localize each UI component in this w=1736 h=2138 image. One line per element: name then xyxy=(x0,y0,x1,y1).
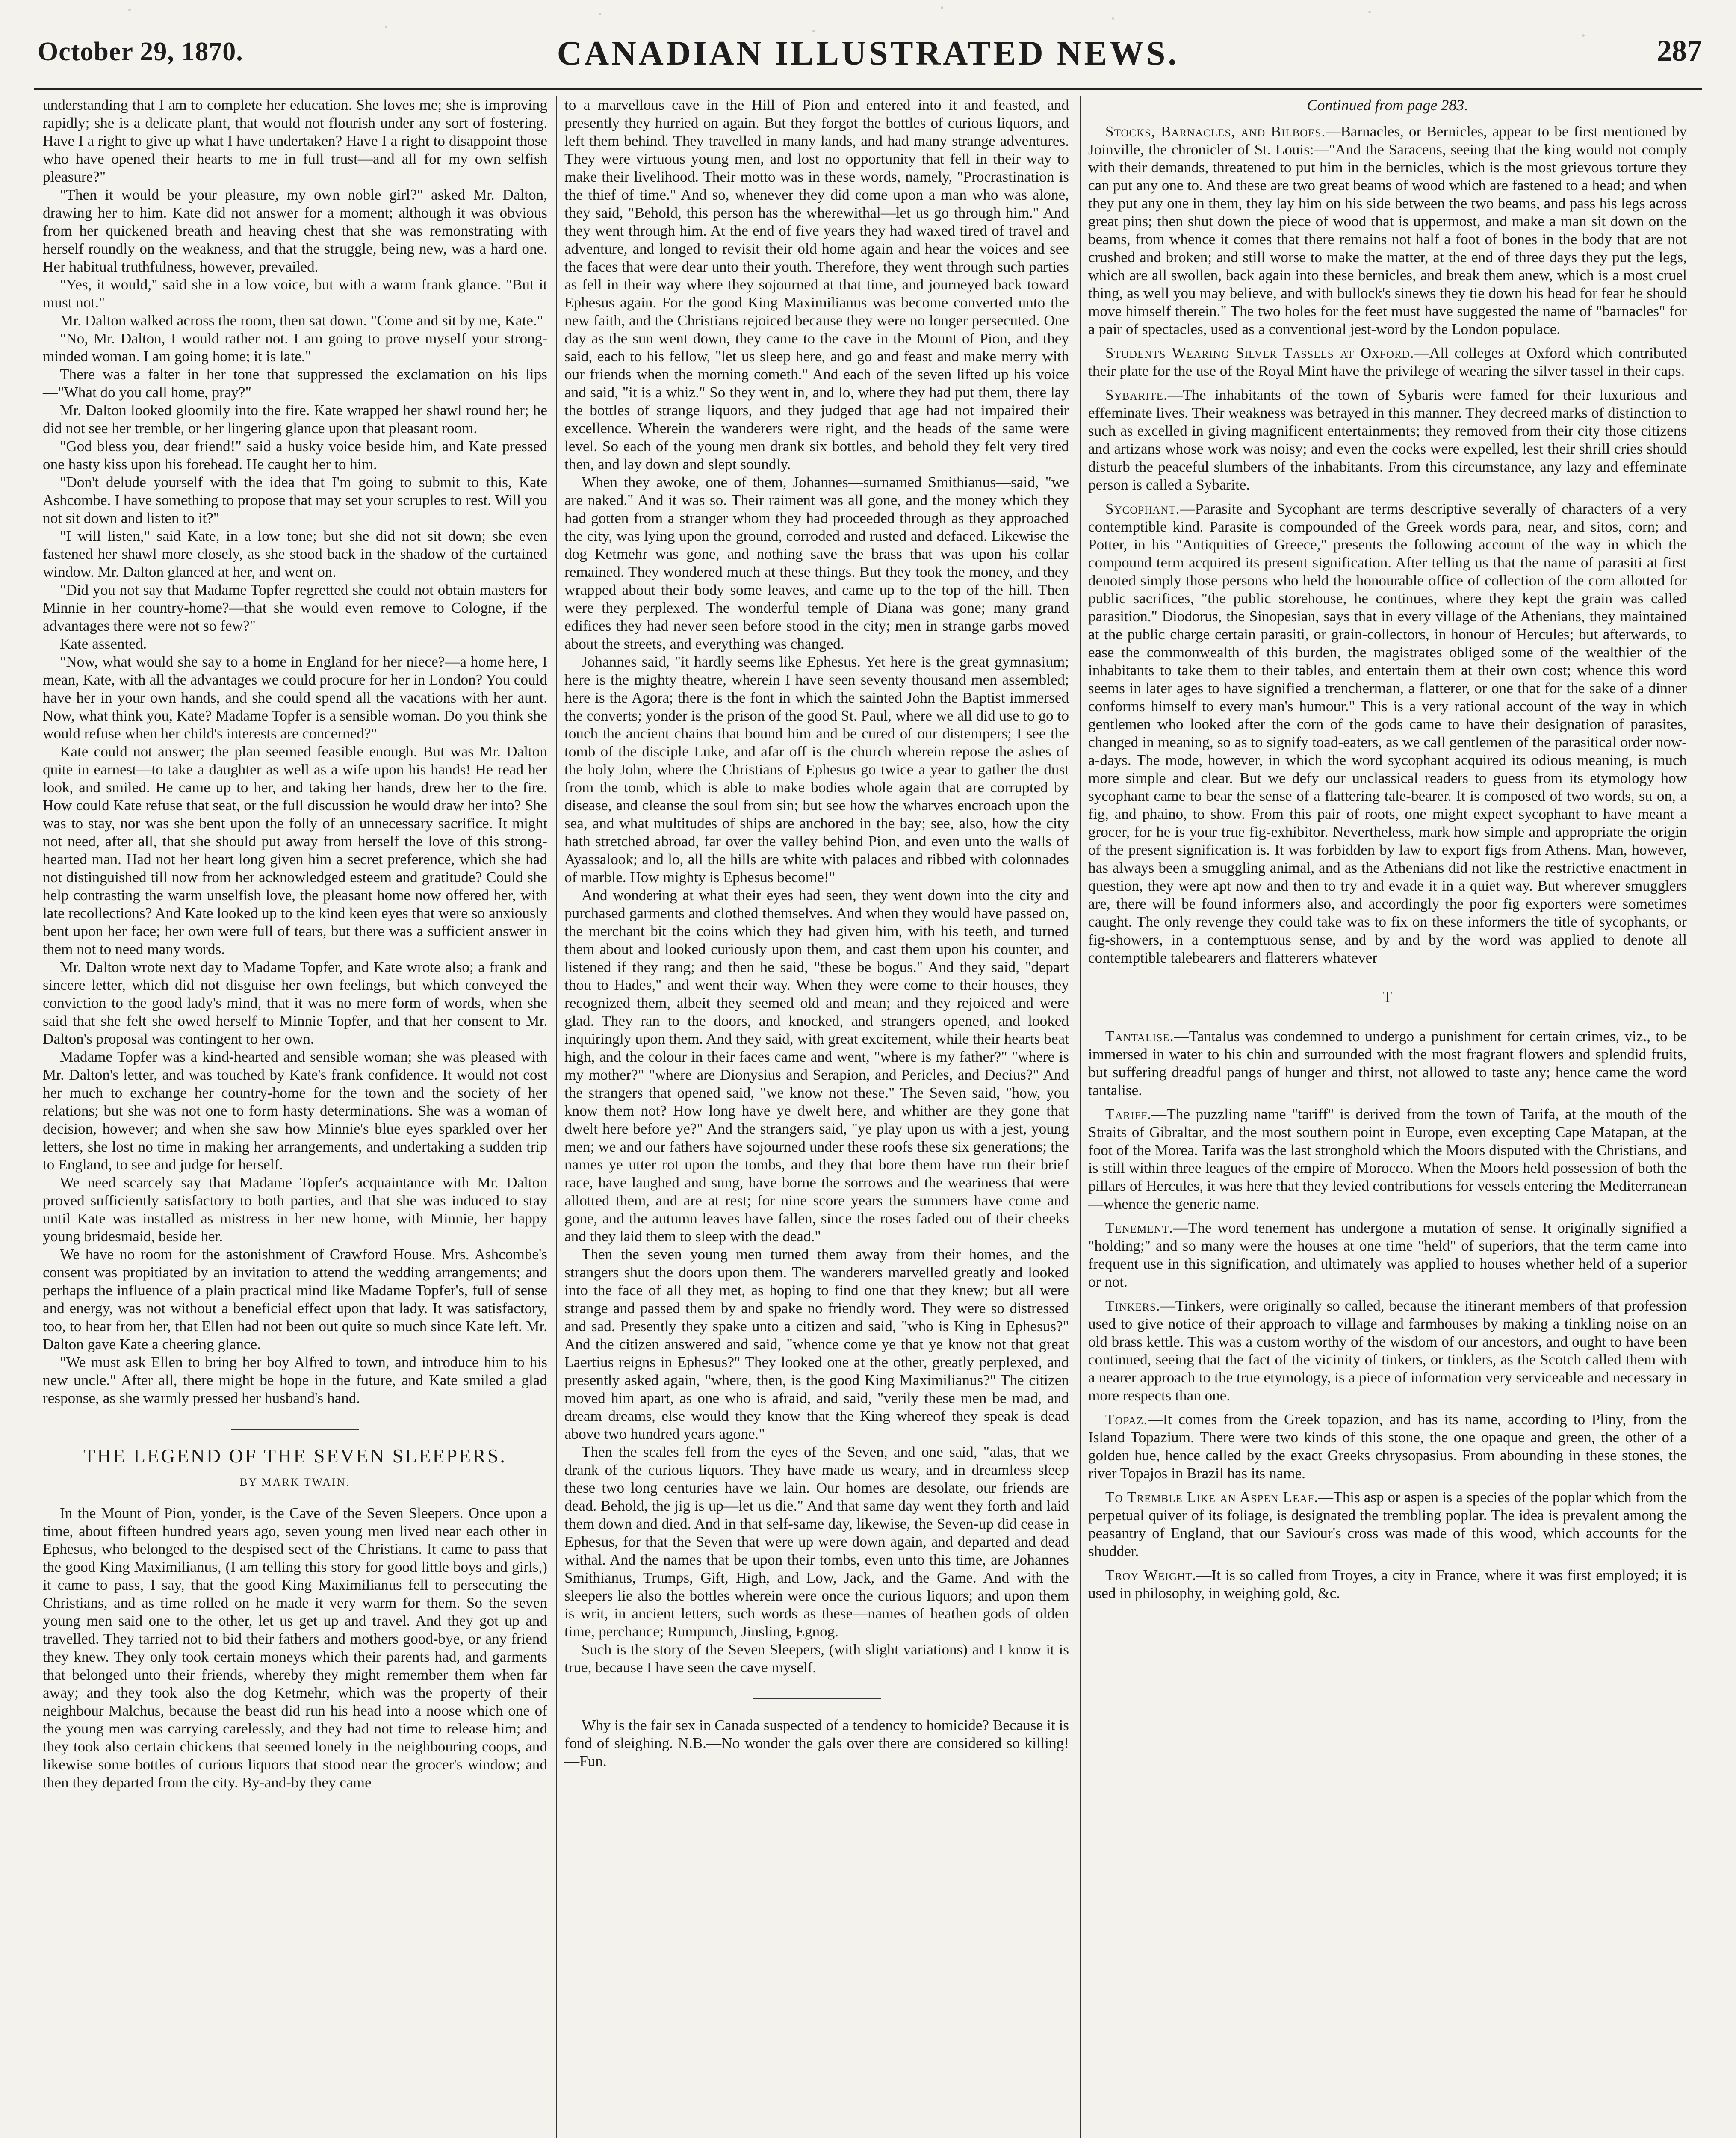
continued-note: Continued from page 283. xyxy=(1307,97,1468,114)
paragraph: Such is the story of the Seven Sleepers, (with slight variations) and I know it is true, because I have seen the cave myself. xyxy=(564,1641,1069,1676)
paragraph: "Did you not say that Madame Topfer regretted she could not obtain masters for Minnie in her country-home?—that she would even remove to Cologne, if the advantages there were not so few?" xyxy=(43,582,547,634)
paragraph: "Then it would be your pleasure, my own noble girl?" asked Mr. Dalton, drawing her to him. Kate did not answer for a moment; although it was obvious from her quickened breath and heaving chest that she was remonstrating with herself roundly on the weakness, and that the struggle, being new, was a hard one. Her habitual truthfulness, however, prevailed. xyxy=(43,186,547,275)
paragraph: "Yes, it would," said she in a low voice, but with a warm frank glance. "But it must not." xyxy=(43,276,547,311)
newspaper-title: CANADIAN ILLUSTRATED NEWS. xyxy=(557,35,1179,72)
paper-speck xyxy=(599,13,601,15)
paragraph: "I will listen," said Kate, in a low tone; but she did not sit down; she even fastened her shawl more closely, as she stood back in the shadow of the curtained window. Mr. Dalton glanced at her, and went on. xyxy=(43,528,547,580)
paragraph: We need scarcely say that Madame Topfer's acquaintance with Mr. Dalton proved sufficiently satisfactory to both parties, and that she was induced to stay until Kate was installed as mistress in her new home, with Minnie, her happy young bridesmaid, beside her. xyxy=(43,1174,547,1245)
paragraph: to a marvellous cave in the Hill of Pion and entered into it and feasted, and presently they hurried on again. But they forgot the bottles of curious liquors, and left them behind. They travelled in many lands, and had many strange adventures. They were virtuous young men, and lost no opportunity that fell in their way to make their livelihood. Their motto was in these words, namely, "Procrastination is the thief of time." And so, whenever they did come upon a man who was alone, they said, "Behold, this person has the wherewithal—let us go through him." And they went through him. At the end of five years they had waxed tired of travel and adventure, and longed to revisit their old home again and hear the voices and see the faces that were dear unto their youth. Therefore, they went through such parties as fell in their way where they sojourned at that time, and journeyed back toward Ephesus again. For the good King Maximilianus was become converted unto the new faith, and the Christians rejoiced because they were no longer persecuted. One day as the sun went down, they came to the cave in the Mount of Pion, and they said, each to his fellow, "let us sleep here, and go and feast and make merry with our friends when the morning cometh." And each of the seven lifted up his voice and said, "it is a whiz." So they went in, and lo, where they had put them, there lay the bottles of strange liquors, and they judged that age had not impaired their excellence. Wherein the wanderers were right, and the heads of the same were level. So each of the young men drank six bottles, and behold they felt very tired then, and lay down and slept soundly. xyxy=(564,97,1069,472)
entry-text: —Tantalus was condemned to undergo a punishment for certain crimes, viz., to be immersed in water to his chin and surrounded with the most fragrant flowers and splendid fruits, but suffering dreadful pangs of hunger and thirst, not allowed to taste any; hence came the word tantalise. xyxy=(1088,1028,1687,1099)
entry xyxy=(1088,500,1687,967)
column-divider xyxy=(556,96,557,2138)
entry xyxy=(1088,1028,1687,1099)
fun-paragraph: Why is the fair sex in Canada suspected of a tendency to homicide? Because it is fond of sleighing. N.B.—No wonder the gals over there are considered so killing!—Fun. xyxy=(564,1717,1069,1769)
paragraph: Mr. Dalton walked across the room, then sat down. "Come and sit by me, Kate." xyxy=(60,312,543,329)
legend-title: THE LEGEND OF THE SEVEN SLEEPERS. xyxy=(83,1445,507,1467)
entry-heading: Students Wearing Silver Tassels at Oxford. xyxy=(1105,345,1414,361)
paper-speck xyxy=(1112,17,1114,20)
entry xyxy=(1088,1219,1687,1291)
column-2 xyxy=(564,96,1069,1770)
entry xyxy=(1088,1488,1687,1560)
entry-heading: Topaz. xyxy=(1105,1411,1148,1428)
entry-heading: Tantalise. xyxy=(1105,1028,1174,1045)
entry-text: —Tinkers, were originally so called, because the itinerant members of that profession used to give notice of their approach to village and farmhouses by making a tinkling noise on an old brass kettle. This was a custom worthy of the wisdom of our ancestors, and ought to have been continued, seeing that the fact of the vicinity of tinkers, or tinklers, as the Scotch called them with a nearer approach to the true etymology, is a piece of information very serviceable and necessary in more respects than one. xyxy=(1088,1297,1687,1404)
entry xyxy=(1088,386,1687,494)
entry-heading: Sybarite. xyxy=(1105,387,1168,403)
section-rule xyxy=(753,1698,881,1699)
paragraph: We have no room for the astonishment of Crawford House. Mrs. Ashcombe's consent was propitiated by an invitation to attend the wedding arrangements; and perhaps the influence of a plain practical mind like Madame Topfer's, full of sense and energy, was not without a beneficial effect upon that lady. It was satisfactory, too, to hear from her, that Ellen had not been out quite so much since Kate left. Mr. Dalton gave Kate a cheering glance. xyxy=(43,1246,547,1352)
entry-text: —It comes from the Greek topazion, and has its name, according to Pliny, from the Island Topazium. There were two kinds of this stone, the one opaque and green, the other of a golden hue, hence called by the exact Greeks chrysopasius. From abounding in these stones, the river Topajos in Brazil has its name. xyxy=(1088,1411,1687,1482)
paper-speck xyxy=(214,47,216,50)
paragraph: When they awoke, one of them, Johannes—surnamed Smithianus—said, "we are naked." And it was so. Their raiment was all gone, and the money which they had gotten from a stranger whom they had proceeded through as they approached the city, was lying upon the ground, corroded and rusted and defaced. Likewise the dog Ketmehr was gone, and nothing save the brass that was upon his collar remained. They wondered much at these things. But they took the money, and they wrapped about their body some leaves, and came up to the top of the hill. Then were they perplexed. The wonderful temple of Diana was gone; many grand edifices they had never seen before stood in the city; men in strange garbs moved about the streets, and everything was changed. xyxy=(564,474,1069,652)
entry-text: —Barnacles, or Bernicles, appear to be first mentioned by Joinville, the chronicler of St. Louis:—"And the Saracens, seeing that the king would not comply with their demands, threatened to put him in the bernicles, which is the most grievous torture they can put any one to. And these are two great beams of wood which are fastened to a head; and when they put any one in them, they lay him on his side between the two beams, and pass his legs across great pins; then shut down the piece of wood that is uppermost, and make a man sit down on the beams, from whence it comes that there remains not half a foot of bones in the body that are not crushed and broken; and still worse to make the matter, at the end of three days they put the legs, which are all swollen, back again into these bernicles, and break them anew, which is a most cruel thing, as well you may believe, and with bullock's sinews they tie down his head for fear he should move himself therein." The two holes for the feet must have suggested the name of "barnacles" for a pair of spectacles, used as a conventional jest-word by the London populace. xyxy=(1088,123,1687,337)
paper-speck xyxy=(128,9,131,11)
paragraph: "God bless you, dear friend!" said a husky voice beside him, and Kate pressed one hasty kiss upon his forehead. He caught her to him. xyxy=(43,438,547,472)
entry-text: —Parasite and Sycophant are terms descriptive severally of characters of a very contemptible kind. Parasite is compounded of the Greek words para, near, and sitos, corn; and Potter, in his "Antiquities of Greece," presents the following account of the way in which the compound term acquired its present signification. After telling us that the name of parasiti at first denoted simply those persons who held the honourable office of collection of the corn allotted for public sacrifices, "the public storehouse, he continues, where they kept the grain was called parasition." Diodorus, the Sinopesian, says that in every village of the Athenians, they maintained at the public charge certain parasiti, or grain-collectors, in honour of Hercules; but afterwards, to ease the commonwealth of this burden, the magistrates obliged some of the wealthier of the inhabitants to take them to their tables, and entertain them at their own cost; whence this word seems in later ages to have signified a trencherman, a flatterer, or one that for the sake of a dinner conforms himself to every man's humour." This is a very rational account of the way in which gentlemen who looked after the corn of the gods came to have their designation of parasites, changed in meaning, so as to signify toad-eaters, as we call gentlemen of the parasitical order now-a-days. The mode, however, in which the word sycophant acquired its odious meaning, is much more simple and clear. But we defy our unclassical readers to guess from its etymology how sycophant came to bear the sense of a flattering tale-bearer. It is composed of two words, su on, a fig, and phaino, to show. From this pair of roots, one might expect sycophant to have meant a grocer, for he is your true fig-exhibitor. Nevertheless, mark how simple and appropriate the origin of the present signification is. It was forbidden by law to export figs from Athens. Man, however, has always been a smuggling animal, and as the Athenians did not like the restrictive enactment in question, they were apt now and then to try and evade it in a quiet way. But wherever smugglers are, there will be found informers also, and accordingly the poor fig exporters were sometimes caught. The only revenge they could take was to fix on these informers the title of sycophants, or fig-showers, in a contemptuous sense, and by and by the word was applied to denote all contemptible talebearers and flatterers whatever xyxy=(1088,500,1687,966)
paragraph: Kate assented. xyxy=(60,635,147,652)
section-letter: T xyxy=(1382,988,1393,1006)
entry-text: —The puzzling name "tariff" is derived from the town of Tarifa, at the mouth of the Straits of Gibraltar, and the most southern point in Europe, even excepting Cape Matapan, at the foot of the Morea. Tarifa was the last stronghold which the Moors disputed with the Christians, and is still within three leagues of the empire of Morocco. When the Moors held possession of both the pillars of Hercules, it was here that they levied contributions for vessels entering the Mediterranean—whence the generic name. xyxy=(1088,1106,1687,1212)
entry xyxy=(1088,988,1687,1006)
entry-heading: Sycophant. xyxy=(1105,500,1180,517)
paragraph: understanding that I am to complete her education. She loves me; she is improving rapidly; she is a delicate plant, that would not flourish under any sort of fostering. Have I a right to give up what I have undertaken? Have I a right to disappoint those who have opened their hearts to me in full trust—and all for my own selfish pleasure?" xyxy=(43,97,547,185)
entry-text: —This asp or aspen is a species of the poplar which from the perpetual quiver of its foliage, is designated the trembling poplar. The idea is prevalent among the peasantry of England, that our Saviour's cross was made of this wood, which accounts for the shudder. xyxy=(1088,1489,1687,1559)
paper-speck xyxy=(1668,51,1670,54)
paper-speck xyxy=(1368,11,1371,13)
entry-heading: Stocks, Barnacles, and Bilboes. xyxy=(1105,123,1326,140)
paragraph: Johannes said, "it hardly seems like Ephesus. Yet here is the great gymnasium; here is the mighty theatre, wherein I have seen seventy thousand men assembled; here is the Agora; there is the font in which the sainted John the Baptist immersed the converts; yonder is the prison of the good St. Paul, where we all did use to go to touch the ancient chains that bound him and be cured of our distempers; I see the tomb of the disciple Luke, and afar off is the church wherein repose the ashes of the holy John, where the Christians of Ephesus go twice a year to gather the dust from the tomb, which is able to make bodies whole again that are corrupted by disease, and cleanse the soul from sin; but see how the wharves encroach upon the sea, and what multitudes of ships are anchored in the bay; see, also, how the city hath stretched abroad, far over the valley behind Pion, and even unto the walls of Ayassalook; and lo, all the hills are white with palaces and ribbed with colonnades of marble. How mighty is Ephesus become!" xyxy=(564,653,1069,886)
entry-heading: Troy Weight. xyxy=(1105,1567,1197,1583)
paragraph: And wondering at what their eyes had seen, they went down into the city and purchased garments and clothed themselves. And when they would have passed on, the merchant bit the coins which they had given him, with his teeth, and turned them about and looked curiously upon them, and cast them upon his counter, and listened if they rang; and then he said, "these be bogus." And they said, "depart thou to Hades," and went their way. When they were come to their houses, they recognized them, albeit they seemed old and mean; and they rejoiced and were glad. They ran to the doors, and knocked, and strangers opened, and looked inquiringly upon them. And they said, with great excitement, while their hearts beat high, and the colour in their faces came and went, "where is my father?" "where is my mother?" "where are Dionysius and Serapion, and Pericles, and Decius?" And the strangers that opened said, "we know not these." The Seven said, "how, you know them not? How long have ye dwelt here, and whither are they gone that dwelt here before ye?" And the strangers said, "ye play upon us with a jest, young men; we and our fathers have sojourned under these roofs these six generations; the names ye utter rot upon the tombs, and they that bore them have run their brief race, have laughed and sung, have borne the sorrows and the weariness that were allotted them, and are at rest; for nine score years the summers have come and gone, and the autumn leaves have fallen, since the roses faded out of their cheeks and they laid them to sleep with the dead." xyxy=(564,887,1069,1245)
entry-text: —The inhabitants of the town of Sybaris were famed for their luxurious and effeminate lives. Their weakness was betrayed in this manner. They decreed marks of distinction to such as excelled in giving magnificent entertainments; they removed from their city those citizens and artizans whose work was noisy; and even the cocks were expelled, lest their shrill cries should disturb the peaceful slumbers of the inhabitants. From this circumstance, any lazy and effeminate person is called a Sybarite. xyxy=(1088,387,1687,493)
paragraph: "Now, what would she say to a home in England for her niece?—a home here, I mean, Kate, with all the advantages we could procure for her in London? You could have her in your own hands, and she could spend all the vacations with her aunt. Now, what think you, Kate? Madame Topfer is a sensible woman. Do you think she would refuse when her child's interests are concerned?" xyxy=(43,653,547,742)
entry xyxy=(1088,1105,1687,1213)
entry xyxy=(1088,344,1687,380)
paper-speck xyxy=(1582,34,1585,37)
paragraph: Then the seven young men turned them away from their homes, and the strangers shut the doors upon them. The wanderers marvelled greatly and looked into the face of all they met, as hoping to find one that they knew; but all were strange and passed them by and spake no friendly word. They were so distressed and sad. Presently they spake unto a citizen and said, "who is King in Ephesus?" And the citizen answered and said, "whence come ye that ye know not that great Laertius reigns in Ephesus?" They looked one at the other, greatly perplexed, and presently asked again, "where, then, is the good King Maximilianus?" The citizen moved him apart, as one who is afraid, and said, "verily these men be mad, and dream dreams, else would they know that the King whereof they speak is dead above two hundred years agone." xyxy=(564,1246,1069,1442)
entry-text: —It is so called from Troyes, a city in France, where it was first employed; it is used in philosophy, in weighing gold, &c. xyxy=(1088,1567,1687,1601)
paragraph: Mr. Dalton looked gloomily into the fire. Kate wrapped her shawl round her; he did not see her tremble, or her lingering glance upon that pleasant room. xyxy=(43,402,547,437)
column-divider xyxy=(1080,96,1081,2138)
page-number: 287 xyxy=(1657,35,1702,68)
paragraph: Madame Topfer was a kind-hearted and sensible woman; she was pleased with Mr. Dalton's letter, and was touched by Kate's frank confidence. It would not cost her much to exchange her country-home for the town and the society of her relations; but she was not one to form hasty determinations. She was a woman of decision, however; and when she saw how Minnie's blue eyes sparkled over her letters, she lost no time in making her arrangements, and undertaking a sudden trip to England, to see and judge for herself. xyxy=(43,1048,547,1173)
section-rule xyxy=(231,1429,359,1430)
entry xyxy=(1088,1297,1687,1405)
entry xyxy=(1088,1566,1687,1602)
entry-heading: To Tremble Like an Aspen Leaf. xyxy=(1105,1489,1319,1506)
masthead-rule xyxy=(34,88,1702,90)
issue-date: October 29, 1870. xyxy=(38,37,243,66)
paragraph: "No, Mr. Dalton, I would rather not. I am going to prove myself your strong-minded woman. I am going home; it is late." xyxy=(43,330,547,365)
paragraph: In the Mount of Pion, yonder, is the Cave of the Seven Sleepers. Once upon a time, about fifteen hundred years ago, seven young men lived near each other in Ephesus, who belonged to the despised sect of the Christians. It came to pass that the good King Maximilianus, (I am telling this story for good little boys and girls,) it came to pass, I say, that the good King Maximilianus fell to persecuting the Christians, and as time rolled on he made it very warm for them. So the seven young men said one to the other, let us get up and travel. And they got up and travelled. They tarried not to bid their fathers and mothers good-bye, or any friend they knew. They only took certain moneys which their parents had, and garments that belonged unto their friends, whereby they might remember them when far away; and they took also the dog Ketmehr, which was the property of their neighbour Malchus, because the beast did run his head into a noose which one of the young men was carrying carelessly, and they had not time to release him; and they took also certain chickens that seemed lonely in the neighbouring coops, and likewise some bottles of curious liquors that stood near the grocer's window; and then they departed from the city. By-and-by they came xyxy=(43,1505,547,1791)
legend-byline: BY MARK TWAIN. xyxy=(240,1476,350,1488)
paragraph: There was a falter in her tone that suppressed the exclamation on his lips—"What do you call home, pray?" xyxy=(43,366,547,401)
column-3 xyxy=(1088,96,1687,1602)
paragraph: "We must ask Ellen to bring her boy Alfred to town, and introduce him to his new uncle." After all, there might be hope in the future, and Kate smiled a glad response, as she warmly pressed her husband's hand. xyxy=(43,1354,547,1406)
column-1 xyxy=(43,96,547,1792)
entry-text: —The word tenement has undergone a mutation of sense. It originally signified a "holding;" and so many were the houses at one time "held" of superiors, that the term came into frequent use in this signification, and ultimately was applied to houses whether held of a superior or not. xyxy=(1088,1220,1687,1290)
paper-speck xyxy=(812,30,815,32)
paragraph: Kate could not answer; the plan seemed feasible enough. But was Mr. Dalton quite in earnest—to take a daughter as well as a wife upon his hands! He read her look, and smiled. He came up to her, and taking her hands, drew her to the fire. How could Kate refuse that seat, or the full discussion he would draw her into? She was to stay, nor was she bent upon the folly of an unnecessary sacrifice. It might not need, after all, that she should put away from herself the love of this strong-hearted man. Had not her heart long given him a secret preference, which she had not distinguished till now from her acknowledged esteem and gratitude? Could she help contrasting the warm unselfish love, the pleasant home now offered her, with late recollections? And Kate looked up to the kind keen eyes that were so anxiously bent upon her face; her own were full of tears, but there was a sufficient answer in them not to need many words. xyxy=(43,743,547,957)
masthead xyxy=(26,17,1710,73)
entry-heading: Tariff. xyxy=(1105,1106,1152,1122)
legend-story-continued xyxy=(564,96,1069,1677)
story-continuation xyxy=(43,96,547,1407)
entry xyxy=(1088,123,1687,338)
entry-text: —All colleges at Oxford which contributed their plate for the use of the Royal Mint have the privilege of wearing the silver tassel in their caps. xyxy=(1088,345,1687,379)
paper-speck xyxy=(385,26,387,28)
paper-speck xyxy=(941,6,943,9)
legend-story xyxy=(43,1504,547,1792)
paragraph: Then the scales fell from the eyes of the Seven, and one said, "alas, that we drank of the curious liquors. They have made us weary, and in dreamless sleep these two long centuries have we lain. Our homes are desolate, our friends are dead. Behold, the jig is up—let us die." And that same day went they forth and laid them down and died. And in that self-same day, likewise, the Seven-up did cease in Ephesus, for that the Seven that were up were down again, and departed and dead withal. And the names that be upon their tombs, even unto this time, are Johannes Smithianus, Trumps, Gift, High, and Low, Jack, and the Game. And with the sleepers lie also the bottles wherein were once the curious liquors; and upon them is writ, in ancient letters, such words as these—names of heathen gods of olden time, perchance; Rumpunch, Jinsling, Egnog. xyxy=(564,1444,1069,1640)
entry xyxy=(1088,1411,1687,1482)
paragraph: "Don't delude yourself with the idea that I'm going to submit to this, Kate Ashcombe. I have something to propose that may set your scruples to rest. Will you not sit down and listen to it?" xyxy=(43,474,547,526)
word-origins-list xyxy=(1088,123,1687,1602)
entry-heading: Tinkers. xyxy=(1105,1297,1160,1314)
entry-heading: Tenement. xyxy=(1105,1220,1173,1236)
paragraph: Mr. Dalton wrote next day to Madame Topfer, and Kate wrote also; a frank and sincere letter, which did not disguise her own feelings, but which conveyed the conviction to the good lady's mind, that it was no mere form of words, when she said that she felt she owed herself to Minnie Topfer, and that her consent to Mr. Dalton's proposal was contingent to her own. xyxy=(43,959,547,1047)
